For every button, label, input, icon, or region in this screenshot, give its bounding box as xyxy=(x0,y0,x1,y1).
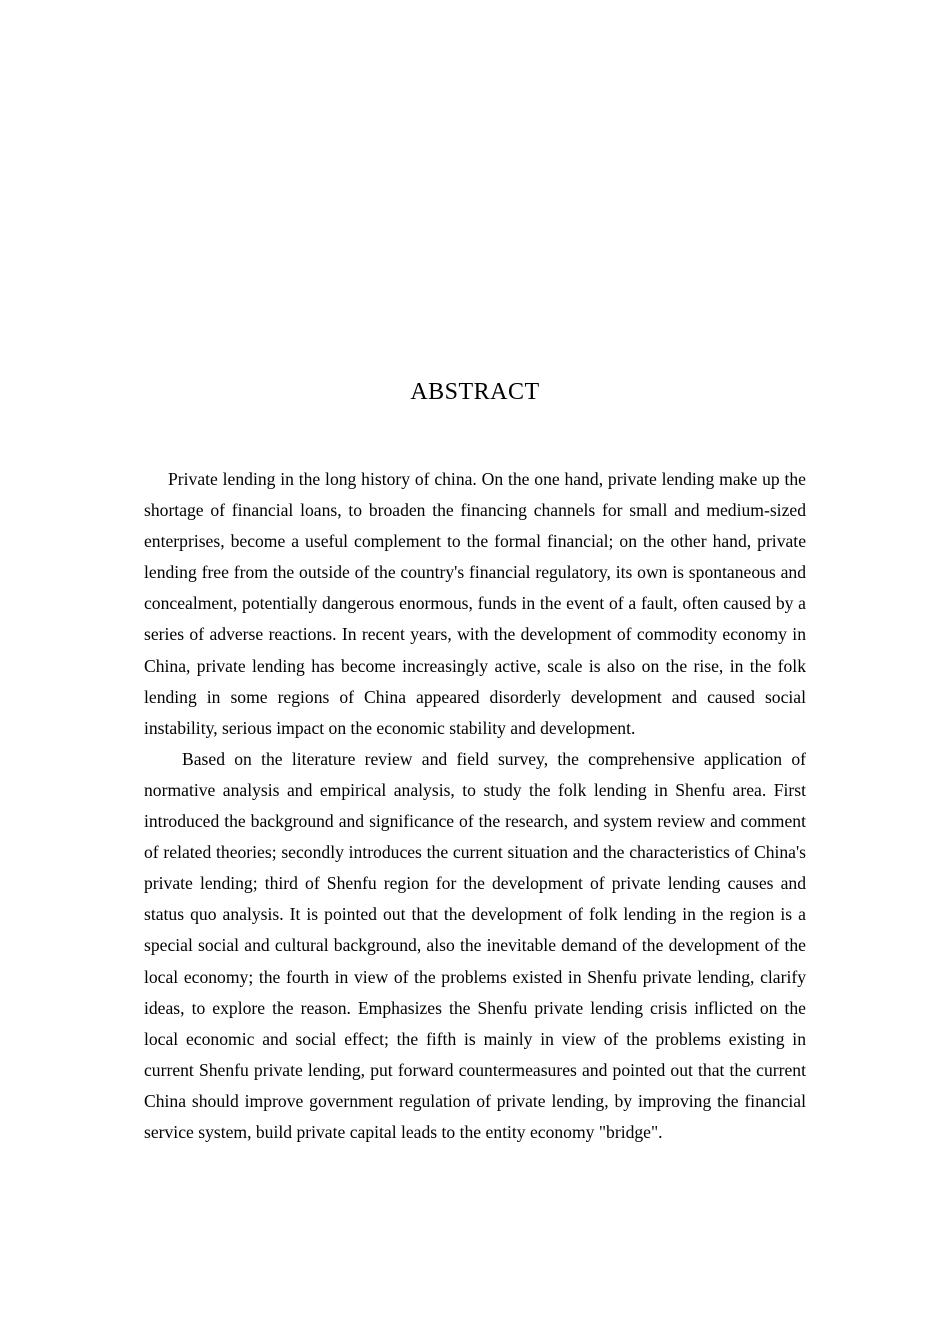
abstract-paragraph-2: Based on the literature review and field survey, the comprehensive application of normative analysis and empirical analysis, to study the folk lending in Shenfu area. First introduced the background and significance of the research, and system review and comment of related theories; secondly introduces the current situation and the characteristics of China's private lending; third of Shenfu region for the development of private lending causes and status quo analysis. It is pointed out that the development of folk lending in the region is a special social and cultural background, also the inevitable demand of the development of the local economy; the fourth in view of the problems existed in Shenfu private lending, clarify ideas, to explore the reason. Emphasizes the Shenfu private lending crisis inflicted on the local economic and social effect; the fifth is mainly in view of the problems existing in current Shenfu private lending, put forward countermeasures and pointed out that the current China should improve government regulation of private lending, by improving the financial service system, build private capital leads to the entity economy "bridge". xyxy=(144,748,806,1142)
abstract-paragraph-1: Private lending in the long history of china. On the one hand, private lending make up the shortage of financial loans, to broaden the financing channels for small and medium-sized enterprises, become a useful complement to the formal financial; on the other hand, private lending free from the outside of the country's financial regulatory, its own is spontaneous and concealment, potentially dangerous enormous, funds in the event of a fault, often caused by a series of adverse reactions. In recent years, with the development of commodity economy in China, private lending has become increasingly active, scale is also on the rise, in the folk lending in some regions of China appeared disorderly development and caused social instability, serious impact on the economic stability and development. xyxy=(144,469,806,738)
abstract-body xyxy=(144,464,806,1148)
abstract-title: ABSTRACT xyxy=(410,379,540,405)
